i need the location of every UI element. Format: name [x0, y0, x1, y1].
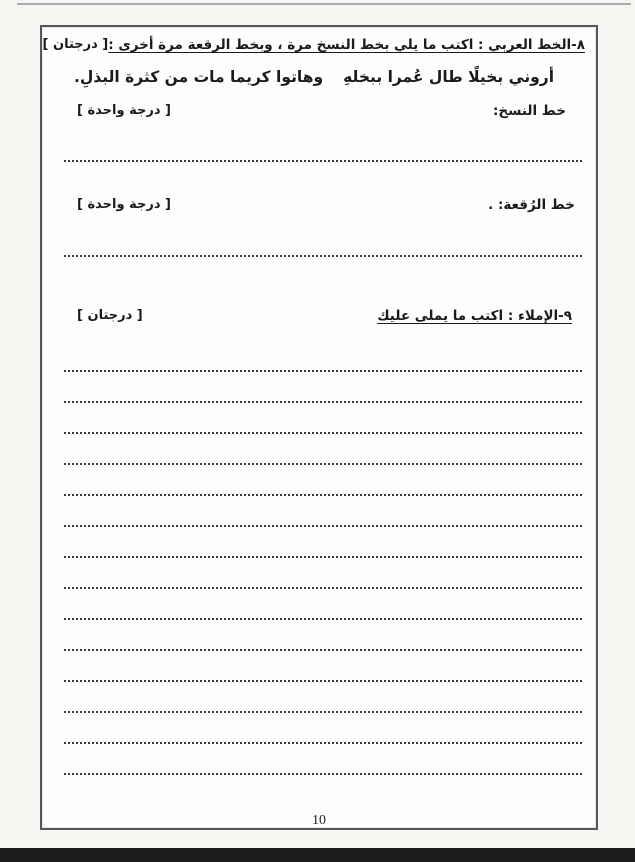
- ruqaa-marks-badge: [ درجة واحدة ]: [77, 197, 171, 212]
- ruqaa-answer-line: [64, 255, 582, 257]
- dictation-answer-line: [64, 651, 582, 682]
- naskh-label: خط النسخ:: [493, 103, 566, 119]
- dictation-answer-line: [64, 465, 582, 496]
- section8-heading: ٨-الخط العربي : اكتب ما يلي بخط النسخ مرة ، وبخط الرقعة مرة أخرى :: [108, 37, 585, 53]
- verse-first-hemistich: أروني بخيلًا طال عُمرا ببخلهِ: [343, 68, 555, 86]
- dictation-answer-line: [64, 527, 582, 558]
- section9-heading: ٩-الإملاء : اكتب ما يملى عليك: [377, 308, 572, 324]
- section9-marks-badge: [ درجتان ]: [77, 308, 143, 323]
- ruqaa-row: [77, 197, 575, 213]
- ruqaa-label: خط الرُقعة: .: [488, 197, 575, 213]
- section8-header-row: [42, 37, 585, 53]
- section8-marks-badge: [ درجتان ]: [42, 37, 109, 52]
- page-number: 10: [312, 813, 326, 828]
- dictation-answer-line: [64, 341, 582, 372]
- naskh-row: [77, 103, 566, 119]
- bottom-black-bar: [0, 848, 635, 862]
- section9-header-row: [77, 308, 572, 324]
- naskh-answer-line: [64, 160, 582, 162]
- top-page-divider: [17, 3, 631, 5]
- verse-line: [73, 68, 555, 86]
- dictation-answer-line: [64, 558, 582, 589]
- dictation-answer-line: [64, 682, 582, 713]
- exam-paper-page: [40, 25, 598, 830]
- dictation-answer-line: [64, 434, 582, 465]
- dictation-answer-line: [64, 496, 582, 527]
- dictation-answer-lines: [64, 341, 582, 775]
- verse-second-hemistich: وهاتوا كريما مات من كثرة البذلِ.: [73, 68, 324, 86]
- dictation-answer-line: [64, 713, 582, 744]
- dictation-answer-line: [64, 744, 582, 775]
- dictation-answer-line: [64, 372, 582, 403]
- naskh-marks-badge: [ درجة واحدة ]: [77, 103, 171, 118]
- dictation-answer-line: [64, 403, 582, 434]
- dictation-answer-line: [64, 589, 582, 620]
- dictation-answer-line: [64, 620, 582, 651]
